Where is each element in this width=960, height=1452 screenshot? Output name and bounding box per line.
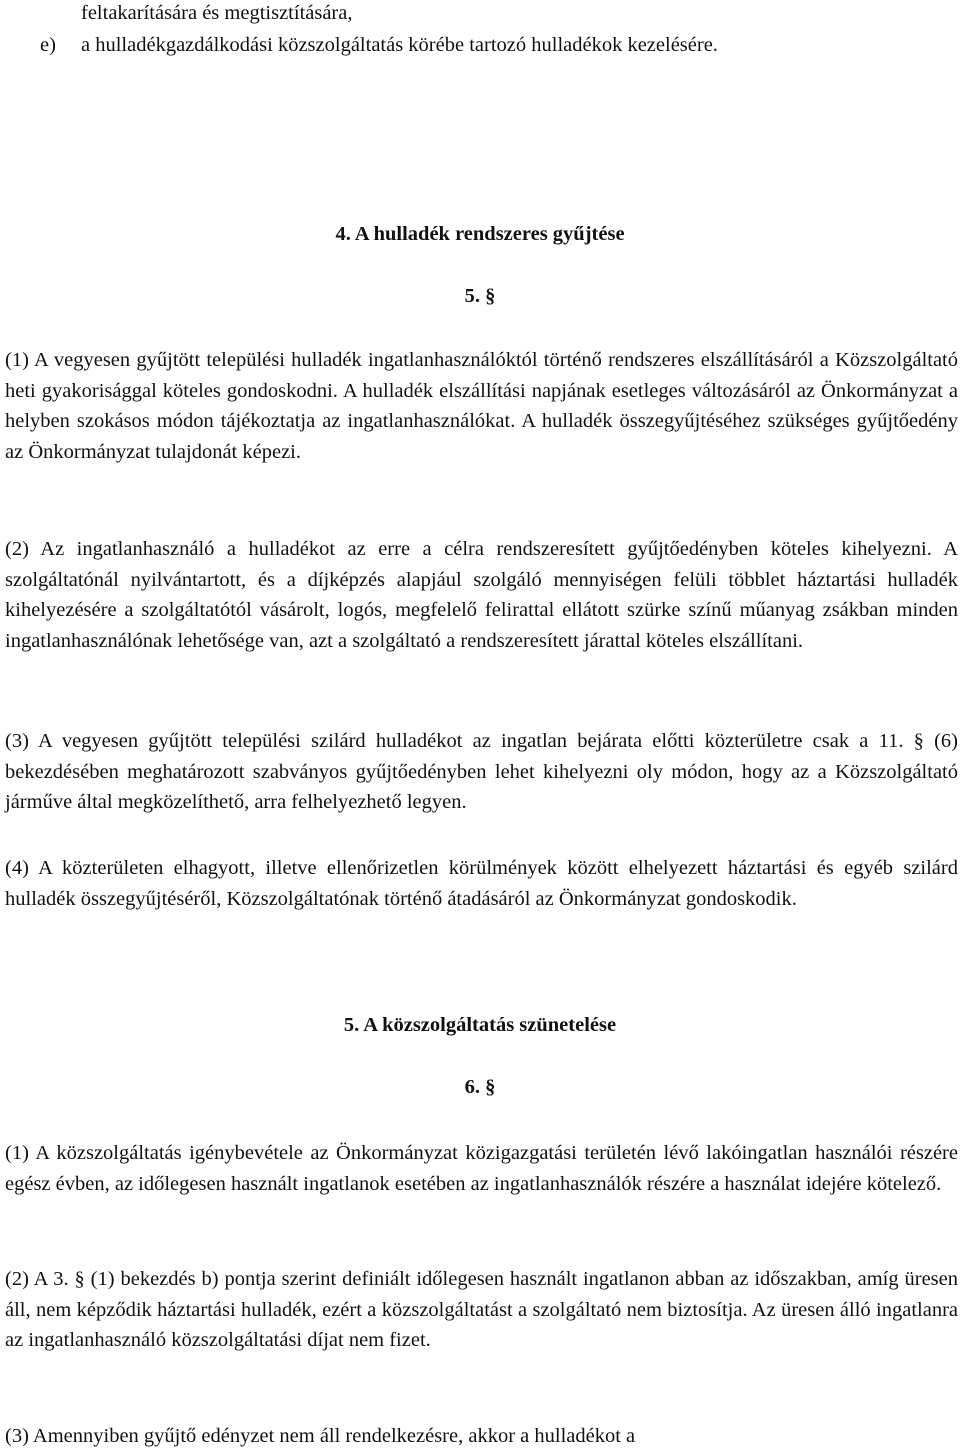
section5-paragraph-2: (2) A 3. § (1) bekezdés b) pontja szerint definiált időlegesen használt ingatlanon abban az időszakban, amíg üresen áll, nem képződik háztartási hulladék, ezért a közszolgáltatást a szolgáltató nem biztosítja. Az üresen álló ingatlanra az ingatlanhasználó közszolgáltatási díjat nem fizet. — [5, 1268, 958, 1351]
list-item-e-marker: e) — [40, 34, 56, 56]
section-title-4: 4. A hulladék rendszeres gyűjtése — [335, 223, 625, 245]
paragraph-mark-6: 6. § — [464, 1076, 496, 1098]
paragraph-mark-5: 5. § — [464, 285, 496, 307]
section-title-5: 5. A közszolgáltatás szünetelése — [343, 1014, 617, 1036]
list-item-e-text: a hulladékgazdálkodási közszolgáltatás körébe tartozó hulladékok kezelésére. — [81, 34, 718, 56]
section5-paragraph-3: (3) Amennyiben gyűjtő edényzet nem áll rendelkezésre, akkor a hulladékot a — [5, 1425, 636, 1447]
section4-paragraph-4: (4) A közterületen elhagyott, illetve ellenőrizetlen körülmények között elhelyezett háztartási és egyéb szilárd hulladék összegyűjtéséről, Közszolgáltatónak történő átadásáról az Önkormányzat gondoskodik. — [5, 857, 958, 910]
section4-paragraph-1: (1) A vegyesen gyűjtött települési hulladék ingatlanhasználóktól történő rendszeres elszállításáról a Közszolgáltató heti gyakorisággal köteles gondoskodni. A hulladék elszállítási napjának esetleges változásáról az Önkormányzat a helyben szokásos módon tájékoztatja az ingatlanhasználókat. A hulladék összegyűjtéséhez szükséges gyűjtőedény az Önkormányzat tulajdonát képezi. — [5, 349, 958, 463]
section5-paragraph-1: (1) A közszolgáltatás igénybevétele az Önkormányzat közigazgatási területén lévő lakóingatlan használói részére egész évben, az időlegesen használt ingatlanok esetében az ingatlanhasználók részére a használat idejére kötelező. — [5, 1142, 958, 1195]
section4-paragraph-3: (3) A vegyesen gyűjtött települési szilárd hulladékot az ingatlan bejárata előtti közterületre csak a 11. § (6) bekezdésében meghatározott szabványos gyűjtőedényben lehet kihelyezni oly módon, hogy az a Közszolgáltató járműve által megközelíthető, arra felhelyezhető legyen. — [5, 730, 958, 813]
fragment-continuation-line: feltakarítására és megtisztítására, — [81, 2, 353, 24]
section4-paragraph-2: (2) Az ingatlanhasználó a hulladékot az erre a célra rendszeresített gyűjtőedényben köteles kihelyezni. A szolgáltatónál nyilvántartott, és a díjképzés alapjául szolgáló mennyiségen felüli többlet háztartási hulladék kihelyezésére a szolgáltatótól vásárolt, logós, megfelelő felirattal ellátott szürke színű műanyag zsákban minden ingatlanhasználónak lehetősége van, azt a szolgáltató a rendszeresített járattal köteles elszállítani. — [5, 538, 958, 652]
